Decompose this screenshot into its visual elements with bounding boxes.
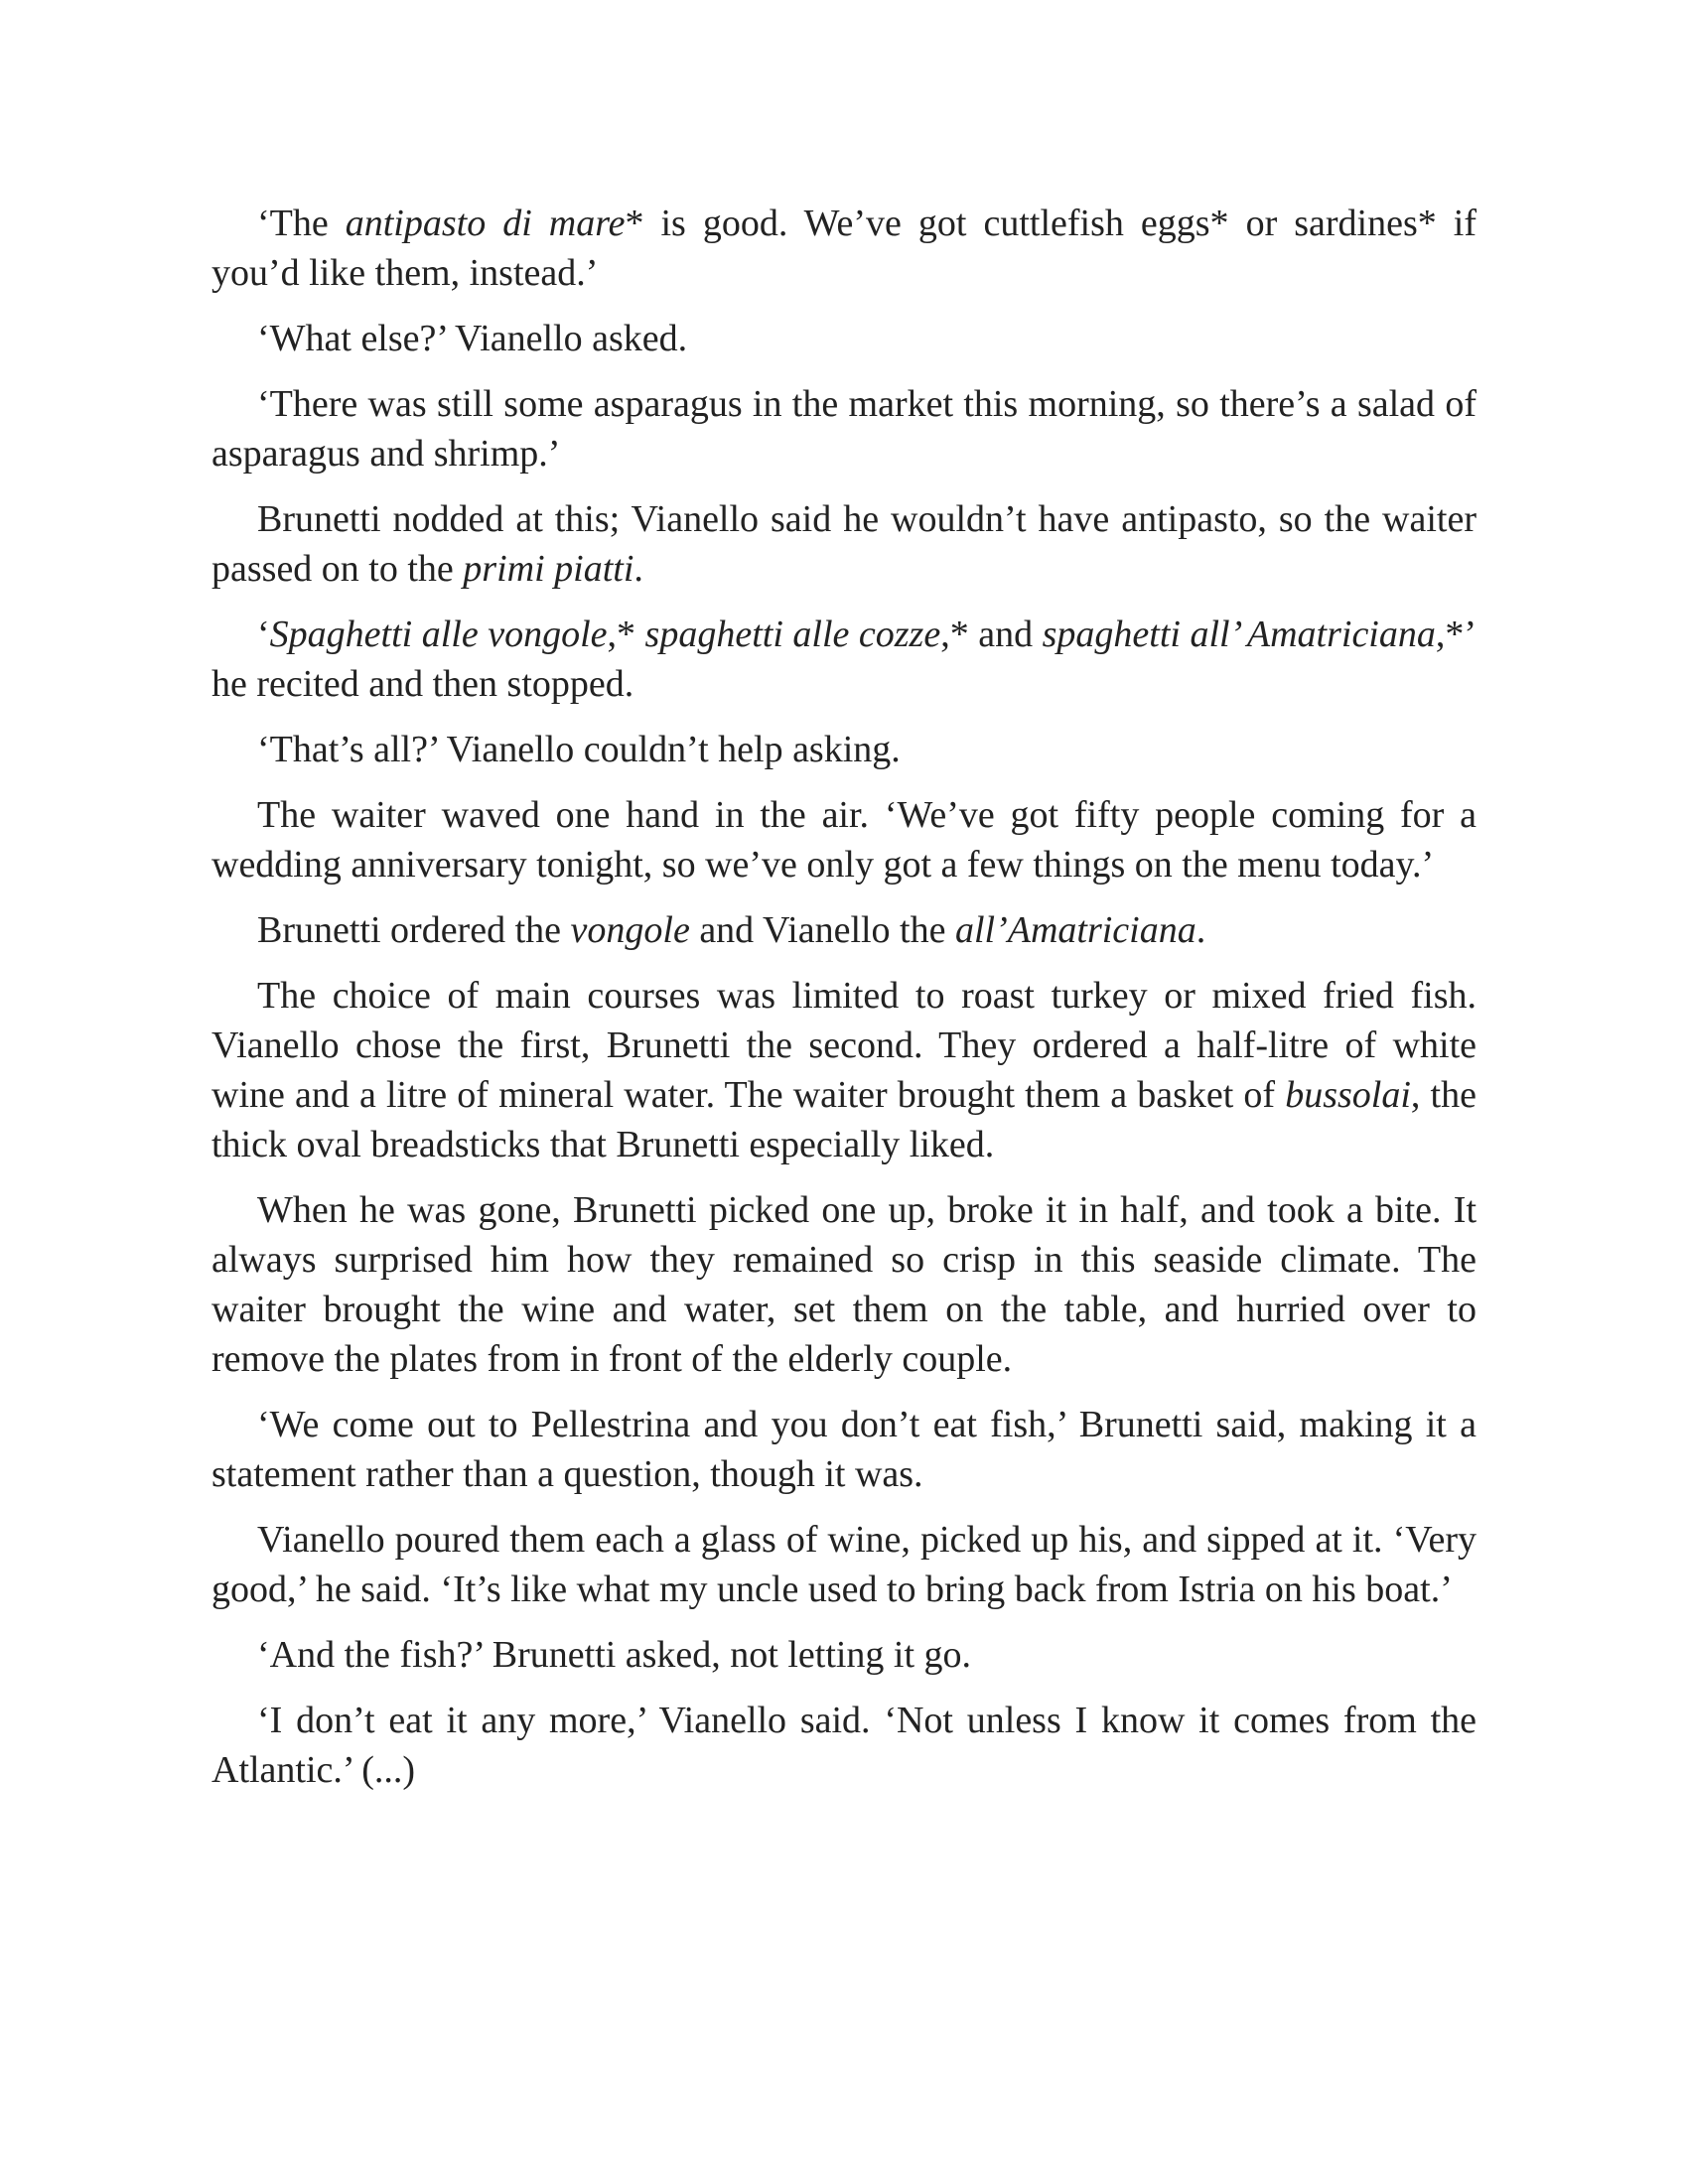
- paragraph-13: ‘And the fish?’ Brunetti asked, not letting it go.: [257, 1634, 972, 1676]
- paragraph-14: ‘I don’t eat it any more,’ Vianello said. ‘Not unless I know it comes from the Atlantic.’ (...): [211, 1700, 1477, 1791]
- paragraph-7: The waiter waved one hand in the air. ‘We’ve got fifty people coming for a wedding anniversary tonight, so we’ve only got a few things on the menu today.’: [211, 794, 1477, 886]
- paragraph-9: The choice of main courses was limited to roast turkey or mixed fried fish. Vianello chose the first, Brunetti the second. They ordered a half-litre of white wine and a litre of mineral water. The waiter brought them a basket of bussolai, the thick oval breadsticks that Brunetti especially liked.: [211, 975, 1477, 1165]
- paragraph-1: ‘The antipasto di mare* is good. We’ve got cuttlefish eggs* or sardines* if you’d like them, instead.’: [211, 203, 1477, 294]
- document-page: [211, 199, 1477, 1811]
- paragraph-5: ‘Spaghetti alle vongole,* spaghetti alle cozze,* and spaghetti all’ Amatriciana,*’ he recited and then stopped.: [211, 614, 1477, 705]
- paragraph-6: ‘That’s all?’ Vianello couldn’t help asking.: [257, 729, 901, 770]
- paragraph-3: ‘There was still some asparagus in the market this morning, so there’s a salad of asparagus and shrimp.’: [211, 383, 1477, 475]
- paragraph-2: ‘What else?’ Vianello asked.: [257, 318, 688, 359]
- paragraph-10: When he was gone, Brunetti picked one up, broke it in half, and took a bite. It always surprised him how they remained so crisp in this seaside climate. The waiter brought the wine and water, set them on the table, and hurried over to remove the plates from in front of the elderly couple.: [211, 1189, 1477, 1380]
- paragraph-12: Vianello poured them each a glass of wine, picked up his, and sipped at it. ‘Very good,’ he said. ‘It’s like what my uncle used to bring back from Istria on his boat.’: [211, 1519, 1477, 1610]
- paragraph-4: Brunetti nodded at this; Vianello said he wouldn’t have antipasto, so the waiter passed on to the primi piatti.: [211, 498, 1477, 590]
- paragraph-11: ‘We come out to Pellestrina and you don’t eat fish,’ Brunetti said, making it a statement rather than a question, though it was.: [211, 1404, 1477, 1495]
- paragraph-8: Brunetti ordered the vongole and Vianello the all’Amatriciana.: [257, 909, 1206, 951]
